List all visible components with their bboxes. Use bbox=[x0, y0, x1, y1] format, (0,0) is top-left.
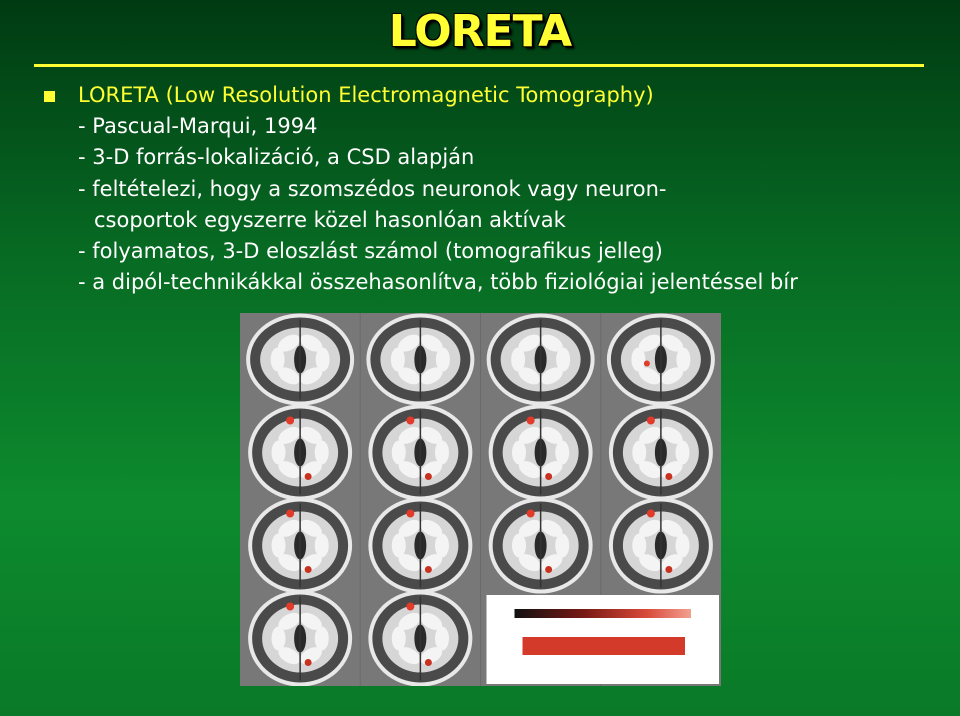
brain-slice bbox=[368, 498, 472, 594]
bullet-square-icon bbox=[44, 91, 55, 102]
brain-slice bbox=[609, 498, 713, 594]
bullet-line-comparison: - a dipól-technikákkal összehasonlítva, több fiziológiai jelentéssel bír bbox=[78, 270, 798, 295]
brain-slice bbox=[368, 405, 472, 501]
brain-slice bbox=[248, 591, 352, 687]
brain-slice-icon bbox=[240, 313, 721, 686]
slide-title: LORETA bbox=[388, 6, 572, 57]
brain-slice bbox=[489, 498, 593, 594]
brain-slice bbox=[489, 405, 593, 501]
bullet-line-source-localization: - 3-D forrás-lokalizáció, a CSD alapján bbox=[78, 145, 475, 170]
color-scale-bar bbox=[515, 609, 692, 618]
brain-slice bbox=[366, 314, 474, 406]
brain-slice bbox=[607, 314, 715, 406]
brain-slice bbox=[248, 498, 352, 594]
brain-slice bbox=[368, 591, 472, 687]
bullet-heading: LORETA (Low Resolution Electromagnetic Tomography) bbox=[78, 83, 654, 107]
bullet-line-assumption-cont: csoportok egyszerre közel hasonlóan aktívak bbox=[94, 207, 566, 232]
brain-slice bbox=[609, 405, 713, 501]
brain-slice bbox=[487, 314, 595, 406]
bullet-text bbox=[78, 80, 798, 298]
loreta-brain-slices-figure bbox=[240, 313, 721, 686]
color-scale-red-band bbox=[523, 637, 686, 655]
brain-slice bbox=[248, 405, 352, 501]
bullet-line-author: - Pascual-Marqui, 1994 bbox=[78, 114, 318, 139]
bullet-line-distribution: - folyamatos, 3-D eloszlást számol (tomografikus jelleg) bbox=[78, 239, 663, 264]
title-underline bbox=[34, 64, 924, 67]
brain-slice bbox=[246, 314, 354, 406]
bullet-line-assumption: - feltételezi, hogy a szomszédos neuronok vagy neuron- bbox=[78, 176, 667, 201]
